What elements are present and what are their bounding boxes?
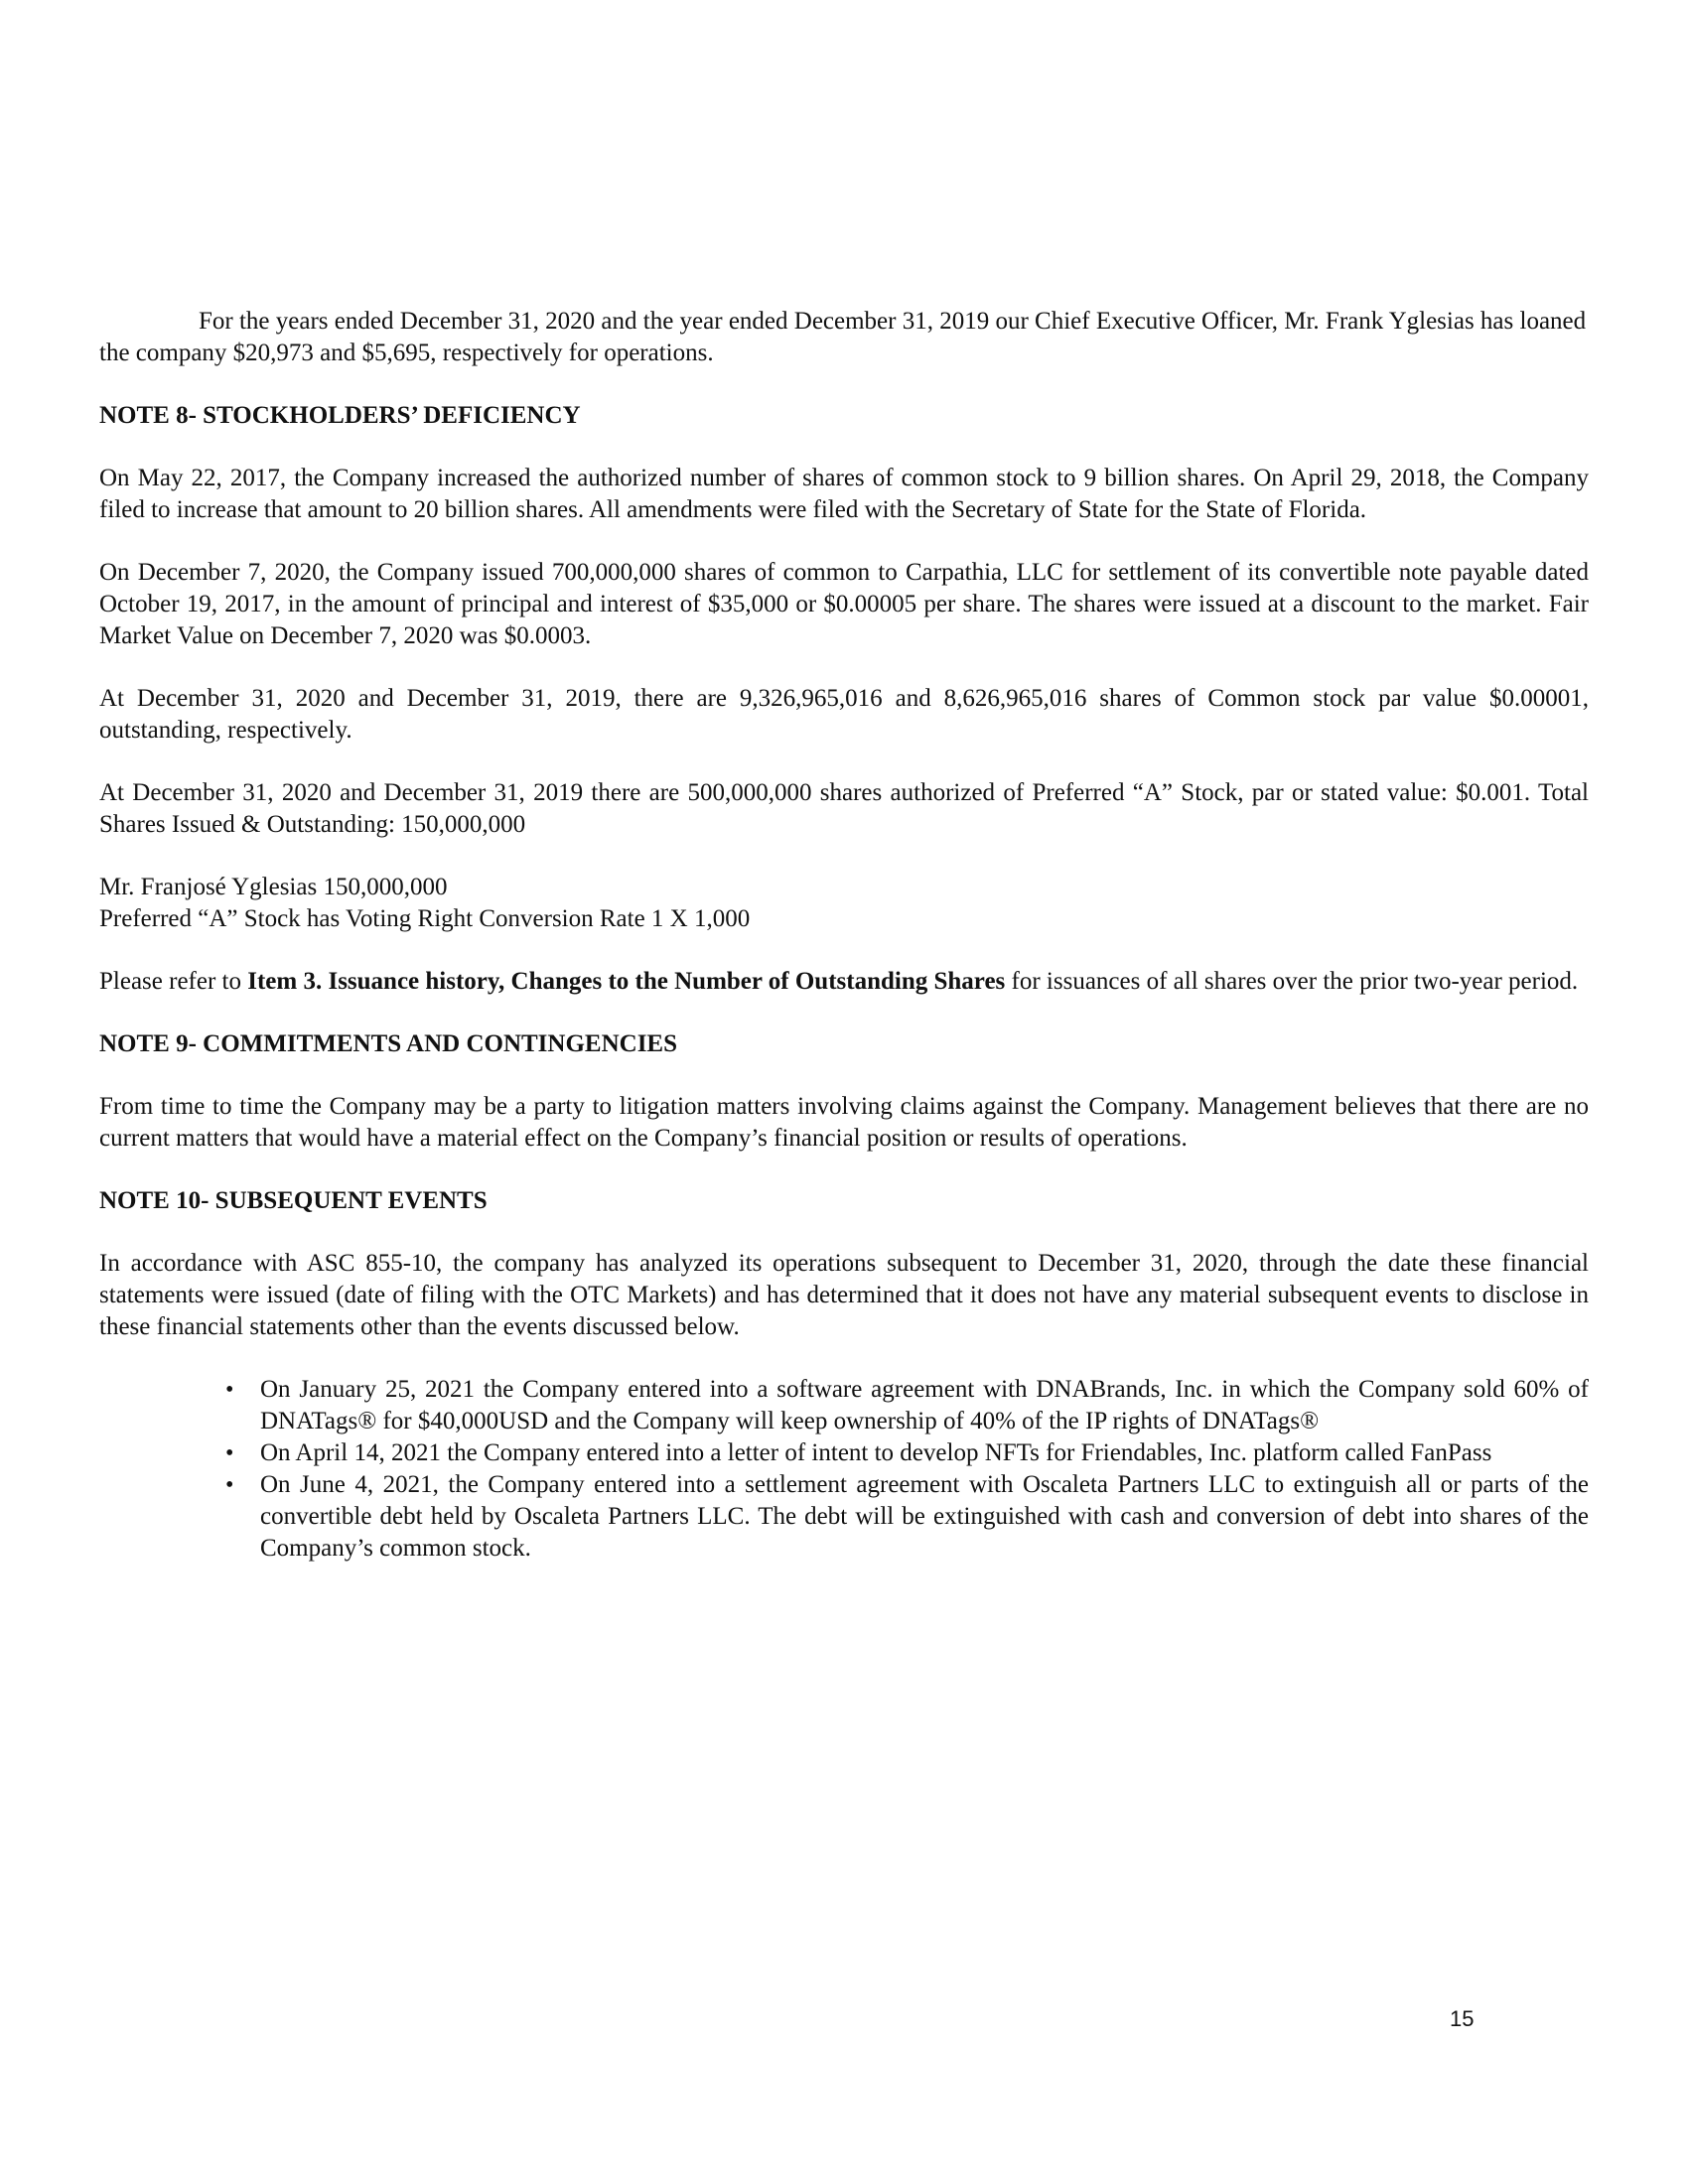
bullet-icon: • [225,1472,234,1498]
reference-item-3: Item 3. Issuance history, Changes to the Number of Outstanding Shares [247,968,1006,995]
bullet-icon: • [225,1440,234,1466]
event-text: On June 4, 2021, the Company entered into a settlement agreement with Oscaleta Partners LLC to extinguish all or parts of the convertible debt held by Oscaleta Partners LLC. The debt will be extinguished with cash and conversion of debt into shares of the Company’s common stock. [260,1471,1589,1562]
note-8-authorized-shares-paragraph: On May 22, 2017, the Company increased the authorized number of shares of common stock to 9 billion shares. On April 29, 2018, the Company filed to increase that amount to 20 billion shares. All amendments were filed with the Secretary of State for the State of Florida. [99,465,1589,523]
note-10-intro-paragraph: In accordance with ASC 855-10, the company has analyzed its operations subsequent to December 31, 2020, through the date these financial statements were issued (date of filing with the OTC Markets) and has determined that it does not have any material subsequent events to disclose in these financial statements other than the events discussed below. [99,1250,1589,1340]
page-number: 15 [1450,2006,1475,2031]
note-9-section [99,1028,1589,1155]
note-8-section [99,400,1589,998]
event-text: On January 25, 2021 the Company entered into a software agreement with DNABrands, Inc. in which the Company sold 60% of DNATags® for $40,000USD and the Company will keep ownership of 40% of the IP rights of DNATags® [260,1376,1589,1434]
list-item [225,1437,1589,1469]
note-8-common-outstanding-paragraph: At December 31, 2020 and December 31, 2019, there are 9,326,965,016 and 8,626,965,016 shares of Common stock par value $0.00001, outstanding, respectively. [99,685,1589,744]
ceo-loan-paragraph: For the years ended December 31, 2020 and the year ended December 31, 2019 our Chief Executive Officer, Mr. Frank Yglesias has loaned the company $20,973 and $5,695, respectively for operations. [99,308,1587,366]
preferred-holder-line: Mr. Franjosé Yglesias 150,000,000 [99,874,448,900]
voting-right-line: Preferred “A” Stock has Voting Right Conversion Rate 1 X 1,000 [99,905,751,932]
issuance-reference-paragraph [99,966,1589,998]
note-8-preferred-paragraph: At December 31, 2020 and December 31, 2019 there are 500,000,000 shares authorized of Preferred “A” Stock, par or stated value: $0.001. Total Shares Issued & Outstanding: 150,000,000 [99,779,1589,838]
list-item [225,1469,1589,1565]
note-8-heading: NOTE 8- STOCKHOLDERS’ DEFICIENCY [99,402,581,429]
list-item [225,1374,1589,1437]
subsequent-events-list [99,1374,1589,1565]
note-8-carpathia-issuance-paragraph: On December 7, 2020, the Company issued 700,000,000 shares of common to Carpathia, LLC for settlement of its convertible note payable dated October 19, 2017, in the amount of principal and interest of $35,000 or $0.00005 per share. The shares were issued at a discount to the market. Fair Market Value on December 7, 2020 was $0.0003. [99,559,1589,649]
bullet-icon: • [225,1377,234,1403]
note-10-heading: NOTE 10- SUBSEQUENT EVENTS [99,1187,488,1214]
event-text: On April 14, 2021 the Company entered into a letter of intent to develop NFTs for Friendables, Inc. platform called FanPass [260,1439,1492,1466]
note-10-section [99,1185,1589,1565]
preferred-holder-block [99,872,1589,935]
note-9-litigation-paragraph: From time to time the Company may be a party to litigation matters involving claims against the Company. Management believes that there are no current matters that would have a material effect on the Company’s financial position or results of operations. [99,1093,1589,1152]
reference-prefix: Please refer to [99,968,248,995]
page-content [99,306,1589,1565]
reference-suffix: for issuances of all shares over the prior two-year period. [1005,968,1579,995]
note-9-heading: NOTE 9- COMMITMENTS AND CONTINGENCIES [99,1030,678,1057]
